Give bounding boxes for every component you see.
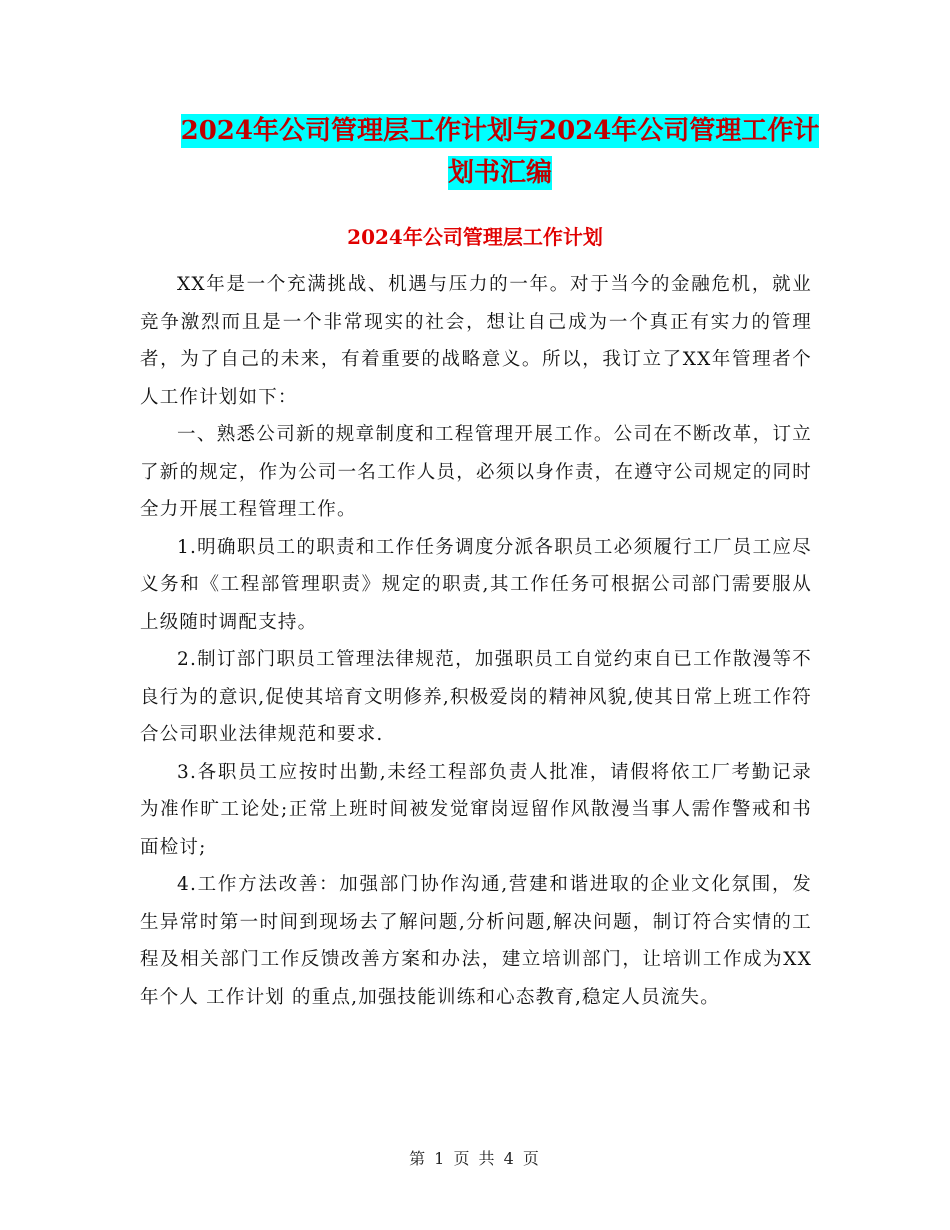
paragraph-item-1: 1.明确职员工的职责和工作任务调度分派各职员工必须履行工厂员工应尽义务和《工程部管理职责》规定的职责,其工作任务可根据公司部门需要服从上级随时调配支持。 bbox=[140, 536, 812, 633]
document-body bbox=[140, 266, 812, 1016]
paragraph-section-1: 一、熟悉公司新的规章制度和工程管理开展工作。公司在不断改革，订立了新的规定，作为公司一名工作人员，必须以身作责，在遵守公司规定的同时全力开展工程管理工作。 bbox=[140, 424, 812, 520]
section-title: 2024年公司管理层工作计划 bbox=[347, 225, 603, 249]
document-title bbox=[140, 110, 860, 194]
page-footer: 第 1 页 共 4 页 bbox=[409, 1149, 541, 1168]
paragraph-intro: XX年是一个充满挑战、机遇与压力的一年。对于当今的金融危机，就业竞争激烈而且是一个非常现实的社会，想让自己成为一个真正有实力的管理者，为了自己的未来，有着重要的战略意义。所以，我订立了XX年管理者个人工作计划如下： bbox=[140, 274, 812, 408]
paragraph-item-4: 4.工作方法改善：加强部门协作沟通,营建和谐进取的企业文化氛围，发生异常时第一时间到现场去了解问题,分析问题,解决问题，制订符合实情的工程及相关部门工作反馈改善方案和办法，建立培训部门，让培训工作成为XX年个人 工作计划 的重点,加强技能训练和心态教育,稳定人员流失。 bbox=[140, 874, 812, 1008]
paragraph-item-3: 3.各职员工应按时出勤,未经工程部负责人批准，请假将依工厂考勤记录为准作旷工论处;正常上班时间被发觉窜岗逗留作风散漫当事人需作警戒和书面检讨; bbox=[140, 761, 812, 858]
paragraph-item-2: 2.制订部门职员工管理法律规范，加强职员工自觉约束自已工作散漫等不良行为的意识,促使其培育文明修养,积极爱岗的精神风貌,使其日常上班工作符合公司职业法律规范和要求. bbox=[140, 649, 812, 745]
title-line-1: 2024年公司管理层工作计划与2024年公司管理工作计 bbox=[180, 116, 820, 146]
title-line-2: 划书汇编 bbox=[447, 158, 552, 188]
